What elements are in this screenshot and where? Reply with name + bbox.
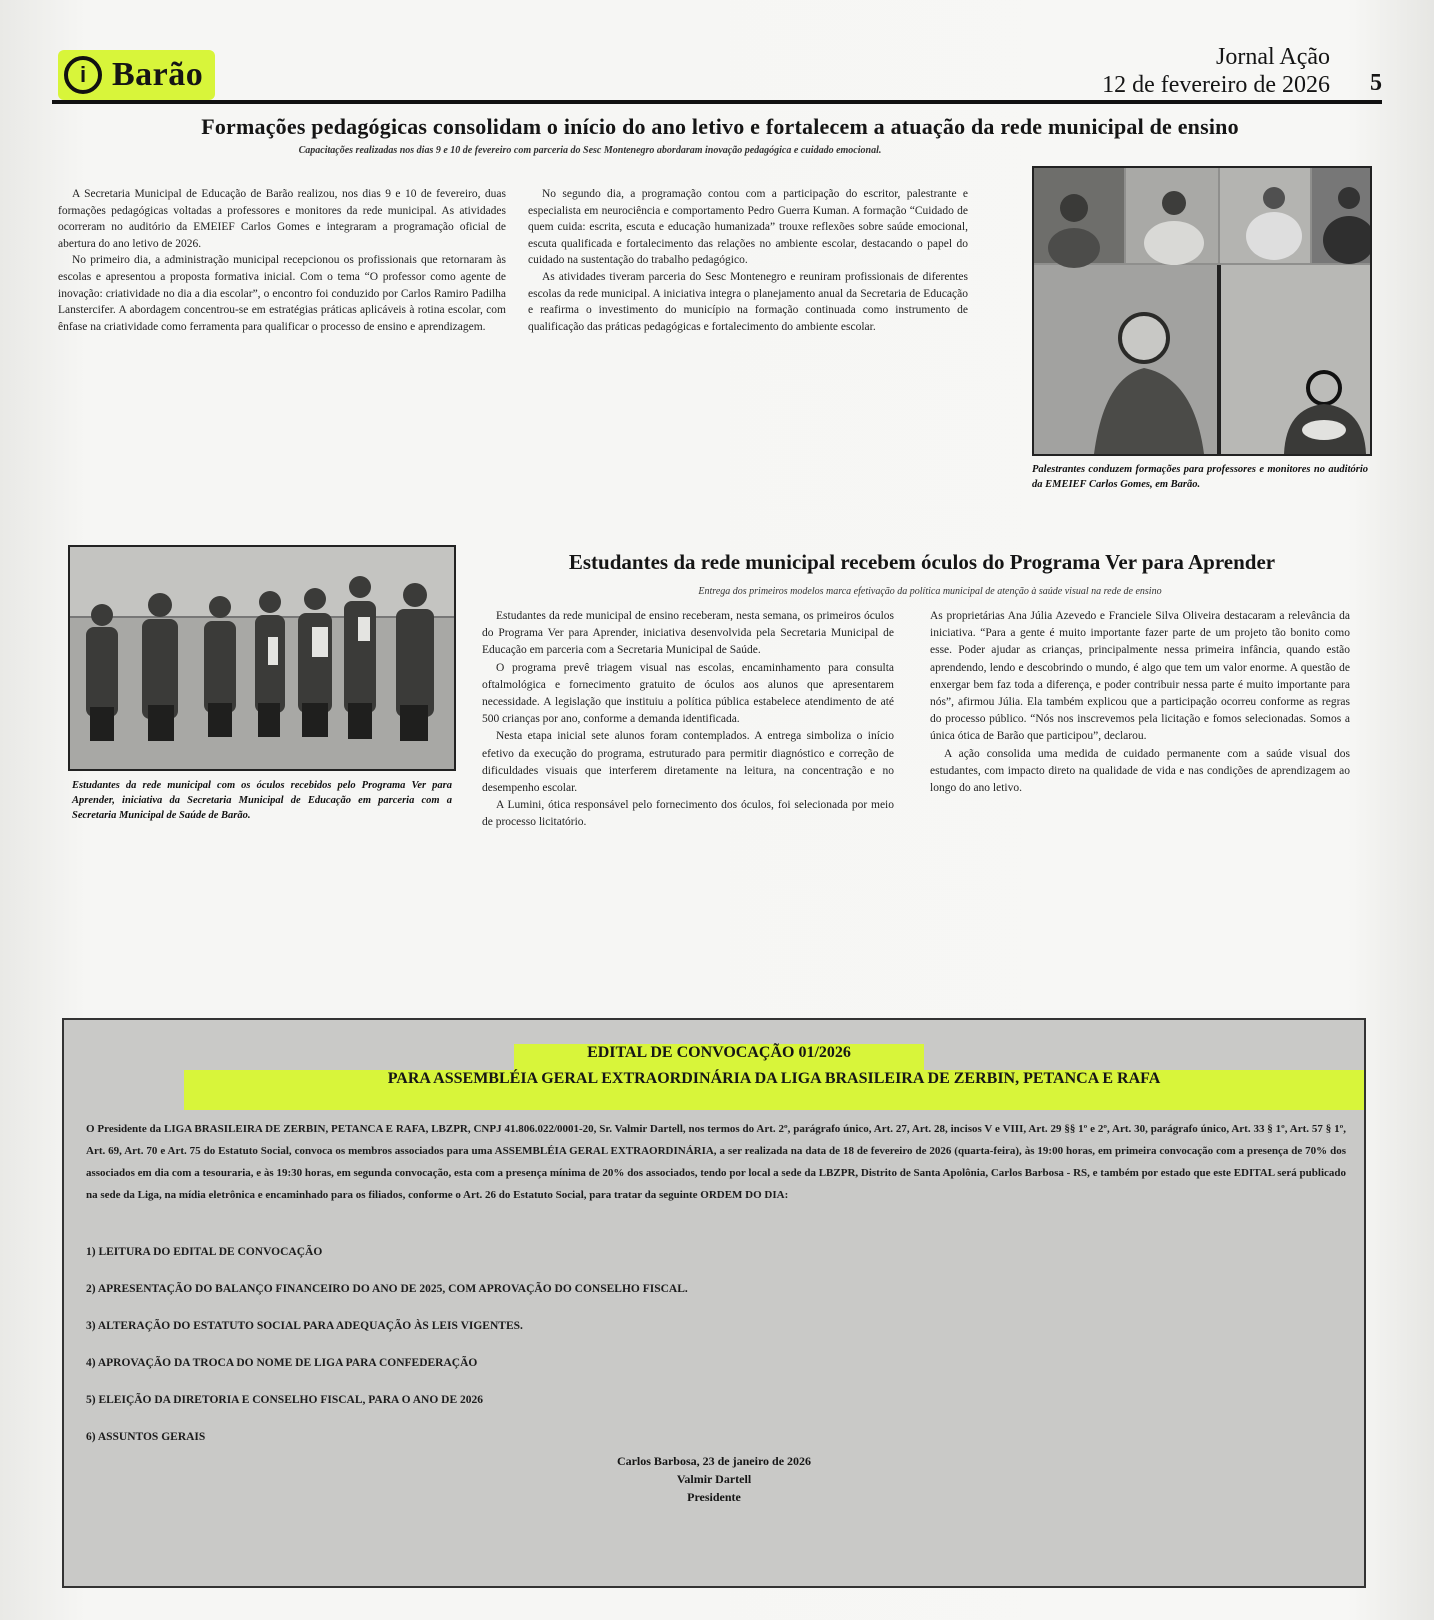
- agenda-item: 1) LEITURA DO EDITAL DE CONVOCAÇÃO: [86, 1246, 323, 1258]
- edital-body: O Presidente da LIGA BRASILEIRA DE ZERBIN, PETANCA E RAFA, LBZPR, CNPJ 41.806.022/0001-20, Sr. Valmir Dartell, nos termos do Art. 2º, parágrafo único, Art. 27, Art. 28, incisos V e VIII, Art. 29 §§ 1º e 2º, Art. 30, parágrafo único, Art. 33 § 1º, Art. 57 § 1º, Art. 69, Art. 70 e Art. 75 do Estatuto Social, convoca os membros associados para uma ASSEMBLÉIA GERAL EXTRAORDINÁRIA, a ser realizada na data de 18 de fevereiro de 2026 (quarta-feira), às 19:00 horas, em primeira convocação com a presença de 70% dos associados em dia com a tesouraria, e às 19:30 horas, em segunda convocação, esta com a presença mínima de 20% dos associados, tendo por local a sede da LBZPR, Distrito de Santa Apolônia, Carlos Barbosa - RS, e também por estado que este EDITAL será publicado na sede da Liga, na mídia eletrônica e encaminhado para os filiados, conforme o Art. 26 do Estatuto Social, para tratar da seguinte ORDEM DO DIA:: [86, 1123, 1346, 1201]
- paragraph: A ação consolida uma medida de cuidado permanente com a saúde visual dos estudantes, com impacto direto na qualidade de vida e nas condições de aprendizagem ao longo do ano letivo.: [930, 747, 1350, 795]
- agenda-item: 4) APROVAÇÃO DA TROCA DO NOME DE LIGA PARA CONFEDERAÇÃO: [86, 1357, 478, 1369]
- section-logo: [58, 50, 215, 100]
- edital-title: EDITAL DE CONVOCAÇÃO 01/2026: [514, 1044, 924, 1074]
- paragraph: A Secretaria Municipal de Educação de Barão realizou, nos dias 9 e 10 de fevereiro, duas formações pedagógicas voltadas a professores e monitores da rede municipal. As atividades ocorreram no auditório da EMEIEF Carlos Gomes e integraram a programação oficial de abertura do ano letivo de 2026.: [58, 188, 506, 250]
- article1-column-2: [528, 186, 968, 335]
- article1-subheadline: Capacitações realizadas nos dias 9 e 10 de fevereiro com parceria do Sesc Montenegro abordaram inovação pedagógica e cuidado emocional.: [298, 145, 882, 156]
- paragraph: As atividades tiveram parceria do Sesc Montenegro e reuniram profissionais de diferentes escolas da rede municipal. A iniciativa integra o planejamento anual da Secretaria de Educação e reafirma o investimento do município na formação continuada como instrumento de qualificação das práticas pedagógicas e fortalecimento do ambiente escolar.: [528, 270, 968, 333]
- article1-column-1: [58, 186, 506, 335]
- paragraph: Nesta etapa inicial sete alunos foram contemplados. A entrega simboliza o início efetivo da execução do programa, estruturado para permitir diagnóstico e correção de dificuldades visuais que interferem diretamente na leitura, na concentração e no desempenho escolar.: [482, 730, 894, 795]
- article2-photo-caption: Estudantes da rede municipal com os óculos recebidos pelo Programa Ver para Aprender, iniciativa da Secretaria Municipal de Educação em parceria com a Secretaria Municipal de Saúde de Barão.: [72, 780, 452, 821]
- page-number: 5: [1370, 70, 1382, 96]
- masthead: [52, 44, 1382, 100]
- edital-signature: [484, 1452, 944, 1506]
- section-name: Barão: [112, 56, 204, 93]
- paragraph: As proprietárias Ana Júlia Azevedo e Franciele Silva Oliveira destacaram a relevância da iniciativa. “Para a gente é muito importante fazer parte de um projeto tão bonito como esse. Poder ajudar as crianças, principalmente nessa primeira infância, quando estão aprendendo, lendo e descobrindo o mundo, é algo que tem um valor enorme. A questão de enxergar bem faz toda a diferença, e poder contribuir nessa parte é muito importante para nós”, afirmou Júlia. Ela também explicou que a participação ocorreu conforme as regras do processo público. “Nós nos inscrevemos pela licitação e fomos selecionadas. Somos a única ótica de Barão que participou”, declarou.: [930, 610, 1350, 743]
- issue-date: 12 de fevereiro de 2026: [1102, 72, 1330, 98]
- agenda-item: 3) ALTERAÇÃO DO ESTATUTO SOCIAL PARA ADEQUAÇÃO ÀS LEIS VIGENTES.: [86, 1320, 523, 1332]
- article2-subheadline: Entrega dos primeiros modelos marca efetivação da política municipal de atenção à saúde visual na rede de ensino: [698, 586, 1162, 597]
- agenda-item: 6) ASSUNTOS GERAIS: [86, 1431, 206, 1443]
- article2-photo: [68, 545, 456, 771]
- masthead-rule: [52, 100, 1382, 104]
- article2-column-2: [930, 608, 1350, 797]
- agenda-item: 5) ELEIÇÃO DA DIRETORIA E CONSELHO FISCAL, PARA O ANO DE 2026: [86, 1394, 484, 1406]
- place-date: Carlos Barbosa, 23 de janeiro de 2026: [616, 1454, 812, 1468]
- article1-photo: [1032, 166, 1372, 456]
- paragraph: A Lumini, ótica responsável pelo fornecimento dos óculos, foi selecionada por meio de processo licitatório.: [482, 799, 894, 829]
- edital-agenda: [86, 1234, 1086, 1456]
- article1-headline: Formações pedagógicas consolidam o início do ano letivo e fortalecem a atuação da rede municipal de ensino: [201, 114, 1239, 139]
- agenda-item: 2) APRESENTAÇÃO DO BALANÇO FINANCEIRO DO ANO DE 2025, COM APROVAÇÃO DO CONSELHO FISCAL.: [86, 1283, 688, 1295]
- paragraph: Estudantes da rede municipal de ensino receberam, nesta semana, os primeiros óculos do Programa Ver para Aprender, iniciativa desenvolvida pela Secretaria Municipal de Educação em parceria com a Secretaria Municipal de Saúde.: [482, 610, 894, 657]
- edital-box: [62, 1018, 1366, 1588]
- signer-role: Presidente: [687, 1490, 741, 1504]
- paragraph: No segundo dia, a programação contou com a participação do escritor, palestrante e especialista em neurociência e comportamento Pedro Guerra Kuman. A formação “Cuidado de quem cuida: escrita, escuta e educação humanizada” trouxe reflexões sobre saúde emocional, escuta qualificada e fortalecimento das relações no ambiente escolar, destacando o papel do cuidado na sustentação do trabalho pedagógico.: [528, 188, 968, 267]
- section-logo-icon: i: [64, 56, 102, 94]
- paragraph: No primeiro dia, a administração municipal recepcionou os profissionais que retornaram às escolas e apresentou a proposta formativa inicial. Com o tema “O professor como agente de inovação: criatividade no dia a dia escolar”, o encontro foi conduzido por Carlos Ramiro Padilha Lanstercifer. A abordagem concentrou-se em estratégias práticas aplicáveis à rotina escolar, com ênfase na criatividade como ferramenta para qualificar o processo de ensino e aprendizagem.: [58, 254, 506, 333]
- article2-headline: Estudantes da rede municipal recebem óculos do Programa Ver para Aprender: [568, 550, 1276, 574]
- signer-name: Valmir Dartell: [676, 1472, 752, 1486]
- article1-photo-caption: Palestrantes conduzem formações para professores e monitores no auditório da EMEIEF Carlos Gomes, em Barão.: [1032, 464, 1368, 490]
- article2-column-1: [482, 608, 894, 832]
- paragraph: O programa prevê triagem visual nas escolas, encaminhamento para consulta oftalmológica e fornecimento gratuito de óculos aos alunos que apresentarem necessidade. A legislação que instituiu a política pública estabelece atendimento de até 500 crianças por ano, conforme a demanda identificada.: [482, 661, 894, 726]
- edital-subtitle: PARA ASSEMBLÉIA GERAL EXTRAORDINÁRIA DA LIGA BRASILEIRA DE ZERBIN, PETANCA E RAFA: [184, 1070, 1364, 1110]
- paper-name: Jornal Ação: [1216, 44, 1330, 70]
